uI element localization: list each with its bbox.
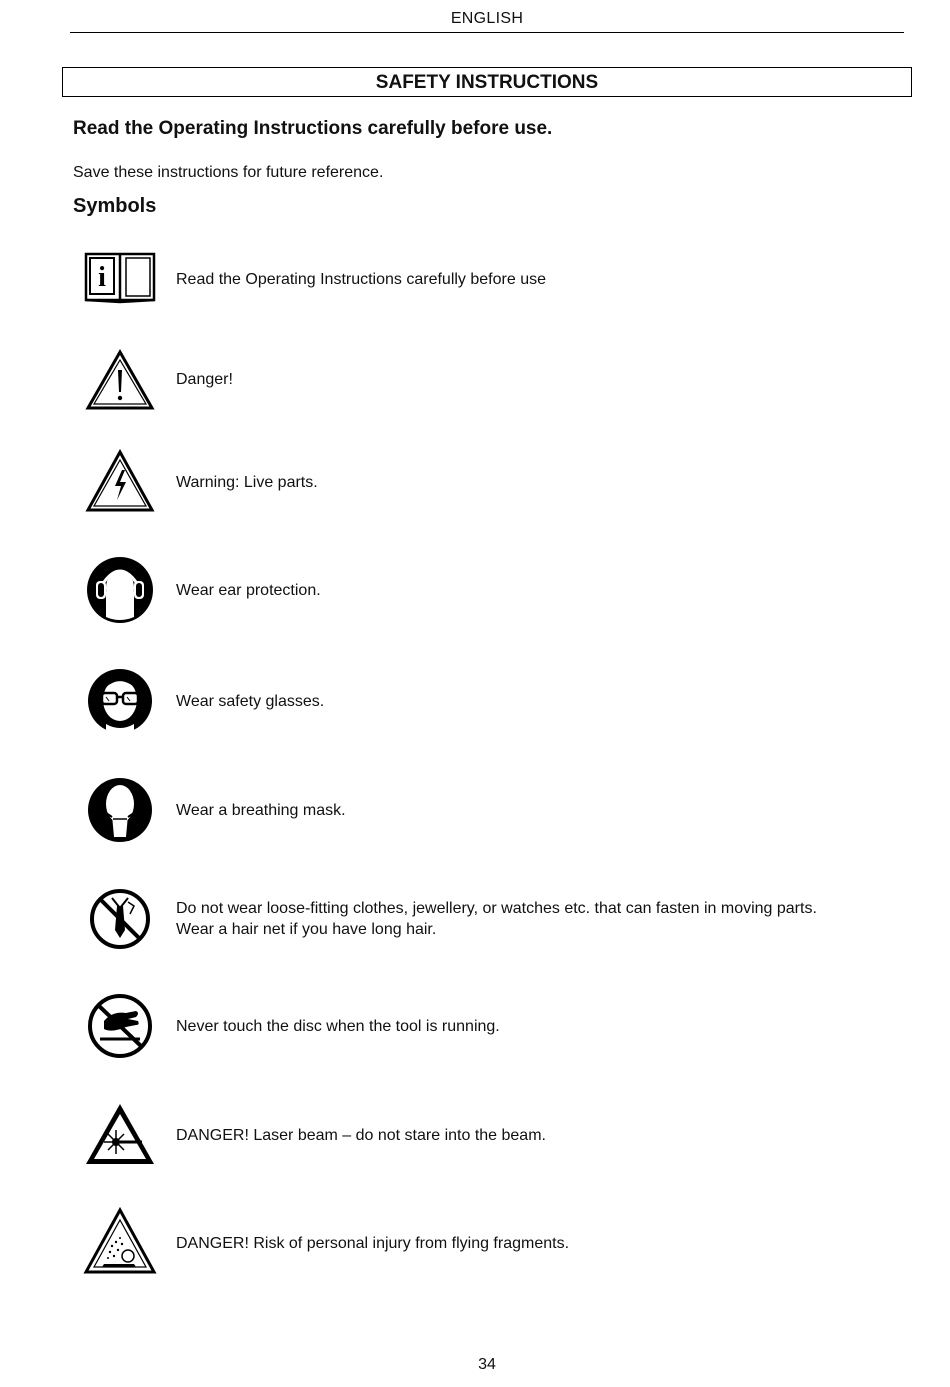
symbol-desc-loose-clothing-line2: Wear a hair net if you have long hair. (176, 921, 437, 938)
safety-glasses-icon (82, 666, 158, 736)
no-touch-disc-icon (82, 991, 158, 1061)
flying-fragments-icon (82, 1206, 158, 1276)
lightning-warning-icon (82, 446, 158, 516)
symbol-desc-breathing-mask: Wear a breathing mask. (176, 802, 346, 819)
symbol-desc-no-touch-disc: Never touch the disc when the tool is running. (176, 1018, 500, 1035)
svg-text:i: i (98, 262, 106, 293)
breathing-mask-icon (82, 775, 158, 845)
symbol-desc-ear-protection: Wear ear protection. (176, 582, 321, 599)
symbol-desc-laser: DANGER! Laser beam – do not stare into the beam. (176, 1127, 546, 1144)
exclamation-warning-icon (82, 346, 158, 416)
symbol-desc-manual: Read the Operating Instructions carefully before use (176, 271, 546, 288)
symbol-desc-loose-clothing-line1: Do not wear loose-fitting clothes, jewellery, or watches etc. that can fasten in moving parts. (176, 900, 817, 917)
symbols-heading: Symbols (73, 195, 157, 217)
symbol-desc-danger: Danger! (176, 371, 233, 388)
symbol-desc-safety-glasses: Wear safety glasses. (176, 693, 325, 710)
ear-protection-icon (82, 555, 158, 625)
symbol-desc-live-parts: Warning: Live parts. (176, 474, 318, 491)
save-note: Save these instructions for future reference. (73, 164, 384, 181)
symbol-desc-loose-clothing (176, 898, 911, 940)
header-language: ENGLISH (450, 10, 524, 27)
header-divider (70, 32, 904, 33)
manual-book-icon (82, 244, 158, 314)
laser-warning-icon (82, 1100, 158, 1170)
no-loose-clothing-icon (82, 884, 158, 954)
lead-instruction: Read the Operating Instructions carefully before use. (73, 118, 553, 139)
section-title: SAFETY INSTRUCTIONS (62, 67, 912, 97)
page-number: 34 (478, 1356, 496, 1373)
symbol-desc-flying-fragments: DANGER! Risk of personal injury from flying fragments. (176, 1235, 570, 1252)
